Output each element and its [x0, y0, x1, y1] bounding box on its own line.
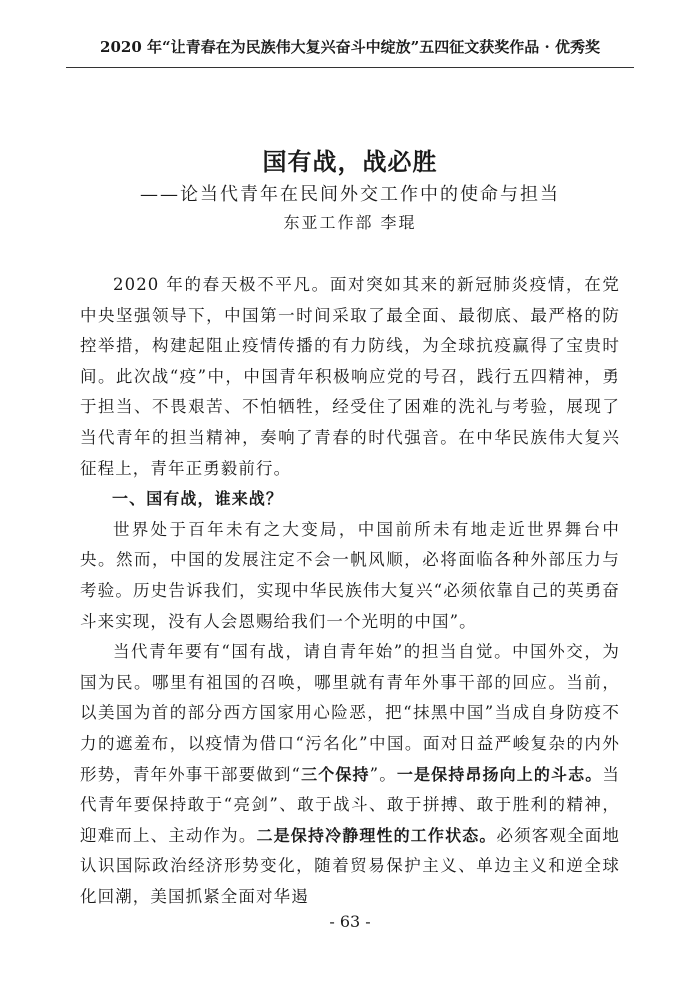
section-heading-1: 一、国有战，谁来战？ [112, 489, 284, 509]
paragraph-3-text-a: 当代青年要有“国有战，请自青年始”的担当自觉。中国外交，为国为民。哪里有祖国的召唤，哪里就有青年外事干部的回应。当前，以美国为首的部分西方国家用心险恶，把“抹黑中国”当成自身防疫不力的遮羞布，以疫情为借口“污名化”中国。面对日益严峻复杂的内外形势，青年外事干部要做到“ [80, 642, 620, 784]
article-subtitle: ——论当代青年在民间外交工作中的使命与担当 [140, 184, 560, 205]
article-title: 国有战，战必胜 [262, 147, 438, 176]
running-header: 2020 年“让青春在为民族伟大复兴奋斗中绽放”五四征文获奖作品 · 优秀奖 [66, 36, 634, 68]
paragraph-3-bold-3: 二是保持冷静理性的工作状态。 [256, 825, 497, 845]
paragraph-3-text-d: 当代青年要保持敢于“亮剑”、敢于战斗、敢于拼搏、敢于胜利的精神，迎难而上、主动作为。 [80, 764, 620, 845]
page-number: - 63 - [329, 912, 371, 931]
paragraph-2: 世界处于百年未有之大变局，中国前所未有地走近世界舞台中央。然而，中国的发展注定不会一帆风顺，必将面临各种外部压力与考验。历史告诉我们，实现中华民族伟大复兴“必须依靠自己的英勇奋斗来实现，没有人会恩赐给我们一个光明的中国”。 [80, 519, 620, 631]
paragraph-1: 2020 年的春天极不平凡。面对突如其来的新冠肺炎疫情，在党中央坚强领导下，中国第一时间采取了最全面、最彻底、最严格的防控举措，构建起阻止疫情传播的有力防线，为全球抗疫赢得了宝贵时间。此次战“疫”中，中国青年积极响应党的号召，践行五四精神，勇于担当、不畏艰苦、不怕牺牲，经受住了困难的洗礼与考验，展现了当代青年的担当精神，奏响了青春的时代强音。在中华民族伟大复兴征程上，青年正勇毅前行。 [80, 275, 620, 478]
article-body [80, 270, 620, 912]
paragraph-3-bold-2: 一是保持昂扬向上的斗志。 [396, 764, 603, 784]
paragraph-3-bold-1: 三个保持 [301, 764, 370, 784]
paragraph-3 [80, 637, 620, 912]
paragraph-3-text-e: 必须客观全面地认识国际政治经济形势变化，随着贸易保护主义、单边主义和逆全球化回潮，美国抓紧全面对华遏 [80, 825, 621, 906]
article-author: 东亚工作部 李琨 [283, 213, 417, 232]
paragraph-3-text-c: ”。 [369, 764, 397, 784]
